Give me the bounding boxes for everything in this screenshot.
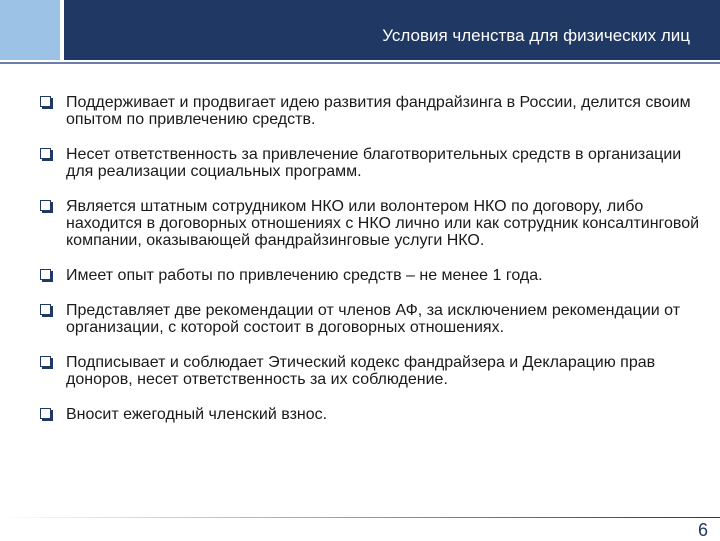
checkbox-bullet-icon	[40, 356, 51, 367]
checkbox-bullet-icon	[40, 304, 51, 315]
checkbox-bullet-icon	[40, 269, 51, 280]
corner-accent-square	[0, 0, 60, 60]
list-item-text: Имеет опыт работы по привлечению средств – не менее 1 года.	[66, 267, 543, 284]
list-item	[40, 267, 700, 284]
slide-title: Условия членства для физических лиц	[382, 26, 690, 45]
list-item-text: Несет ответственность за привлечение благотворительных средств в организации для реализации социальных программ.	[66, 146, 682, 180]
list-item	[40, 198, 700, 249]
footer-divider	[0, 517, 720, 518]
bullet-list	[40, 94, 700, 441]
list-item	[40, 146, 700, 180]
list-item-text: Вносит ежегодный членский взнос.	[66, 406, 328, 423]
list-item-text: Представляет две рекомендации от членов АФ, за исключением рекомендации от организации, с которой состоит в договорных отношениях.	[66, 302, 681, 336]
list-item-text: Является штатным сотрудником НКО или волонтером НКО по договору, либо находится в договорных отношениях с НКО лично или как сотрудник консалтинговой компании, оказывающей фандрайзинговые услуги НКО.	[66, 198, 700, 249]
list-item-text: Подписывает и соблюдает Этический кодекс фандрайзера и Декларацию прав доноров, несет ответственность за их соблюдение.	[66, 354, 656, 388]
checkbox-bullet-icon	[40, 148, 51, 159]
checkbox-bullet-icon	[40, 408, 51, 419]
list-item-text: Поддерживает и продвигает идею развития фандрайзинга в России, делится своим опытом по привлечению средств.	[66, 94, 691, 128]
list-item	[40, 354, 700, 388]
header-divider	[0, 62, 720, 64]
list-item	[40, 302, 700, 336]
checkbox-bullet-icon	[40, 96, 51, 107]
page-number: 6	[697, 520, 708, 540]
checkbox-bullet-icon	[40, 200, 51, 211]
list-item	[40, 406, 700, 423]
header-bar	[64, 0, 720, 60]
list-item	[40, 94, 700, 128]
